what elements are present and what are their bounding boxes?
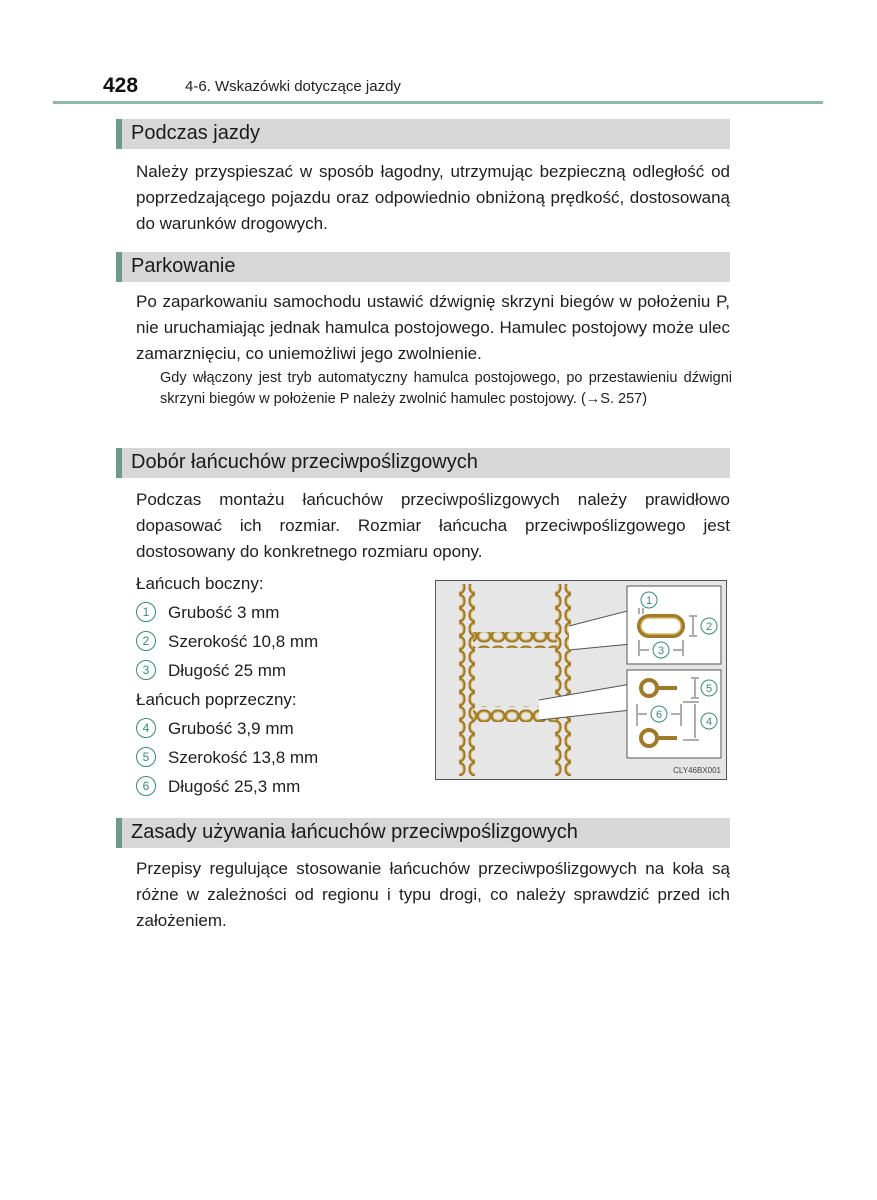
spec-item — [136, 717, 294, 741]
section-heading-chain-rules — [116, 818, 730, 848]
callout-label: 3 — [657, 645, 665, 657]
spec-text: Grubość 3 mm — [168, 603, 280, 622]
callout-number: 2 — [136, 631, 156, 651]
spec-text: Szerokość 13,8 mm — [168, 748, 319, 767]
spec-text: Szerokość 10,8 mm — [168, 632, 319, 651]
section-title: Dobór łańcuchów przeciwpoślizgowych — [131, 451, 478, 473]
spec-item — [136, 601, 279, 625]
callout-1 — [641, 592, 657, 608]
callout-label: 6 — [655, 709, 663, 721]
figure-code: CLY46BX001 — [673, 766, 721, 775]
section-title: Parkowanie — [131, 255, 236, 277]
section-paragraph: Podczas montażu łańcuchów przeciwpoślizgowych należy prawidłowo dopasować ich rozmiar. Rozmiar łańcucha przeciwpoślizgowego jest dostosowany do konkretnego rozmiaru opony. — [136, 490, 730, 561]
callout-2 — [701, 618, 717, 634]
chapter-title: 4-6. Wskazówki dotyczące jazdy — [185, 78, 401, 95]
side-chain-label: Łańcuch boczny: — [136, 574, 264, 593]
section-paragraph: Przepisy regulujące stosowanie łańcuchów przeciwpoślizgowych na koła są różne w zależności od regionu i typu drogi, co należy sprawdzić przed ich założeniem. — [136, 859, 730, 930]
chain-illustration — [435, 580, 727, 780]
spec-item — [136, 630, 318, 654]
page-number: 428 — [103, 74, 139, 97]
cross-chain-label: Łańcuch poprzeczny: — [136, 690, 297, 709]
section-heading-chain-selection — [116, 448, 730, 478]
callout-number: 5 — [136, 747, 156, 767]
spec-item — [136, 659, 286, 683]
section-heading-driving — [116, 119, 730, 149]
section-paragraph: Należy przyspieszać w sposób łagodny, utrzymując bezpieczną odległość od poprzedzającego pojazdu oraz odpowiednio obniżoną prędkość, dostosowaną do warunków drogowych. — [136, 162, 730, 233]
section-heading-parking — [116, 252, 730, 282]
callout-label: 5 — [705, 683, 713, 695]
callout-number: 4 — [136, 718, 156, 738]
section-note: Gdy włączony jest tryb automatyczny hamulca postojowego, po przestawieniu dźwigni skrzyni biegów w położenie P należy zwolnić hamulec postojowy. (→S. 257) — [160, 370, 732, 407]
callout-number: 3 — [136, 660, 156, 680]
spec-text: Grubość 3,9 mm — [168, 719, 294, 738]
callout-6 — [651, 706, 667, 722]
callout-3 — [653, 642, 669, 658]
spec-text: Długość 25 mm — [168, 661, 287, 680]
callout-number: 6 — [136, 776, 156, 796]
callout-number: 1 — [136, 602, 156, 622]
header-divider — [53, 101, 823, 104]
callout-label: 2 — [705, 621, 713, 633]
callout-label: 4 — [705, 716, 713, 728]
callout-label: 1 — [645, 595, 653, 607]
snow-chain-diagram — [435, 580, 727, 780]
section-paragraph: Po zaparkowaniu samochodu ustawić dźwignię skrzyni biegów w położeniu P, nie uruchamiając jednak hamulca postojowego. Hamulec postojowy może ulec zamarznięciu, co uniemożliwi jego zwolnienie. — [136, 292, 730, 363]
spec-item — [136, 775, 300, 799]
callout-4 — [701, 713, 717, 729]
callout-5 — [701, 680, 717, 696]
spec-text: Długość 25,3 mm — [168, 777, 301, 796]
section-title: Podczas jazdy — [131, 122, 260, 144]
spec-item — [136, 746, 318, 770]
section-title: Zasady używania łańcuchów przeciwpoślizgowych — [131, 821, 578, 843]
